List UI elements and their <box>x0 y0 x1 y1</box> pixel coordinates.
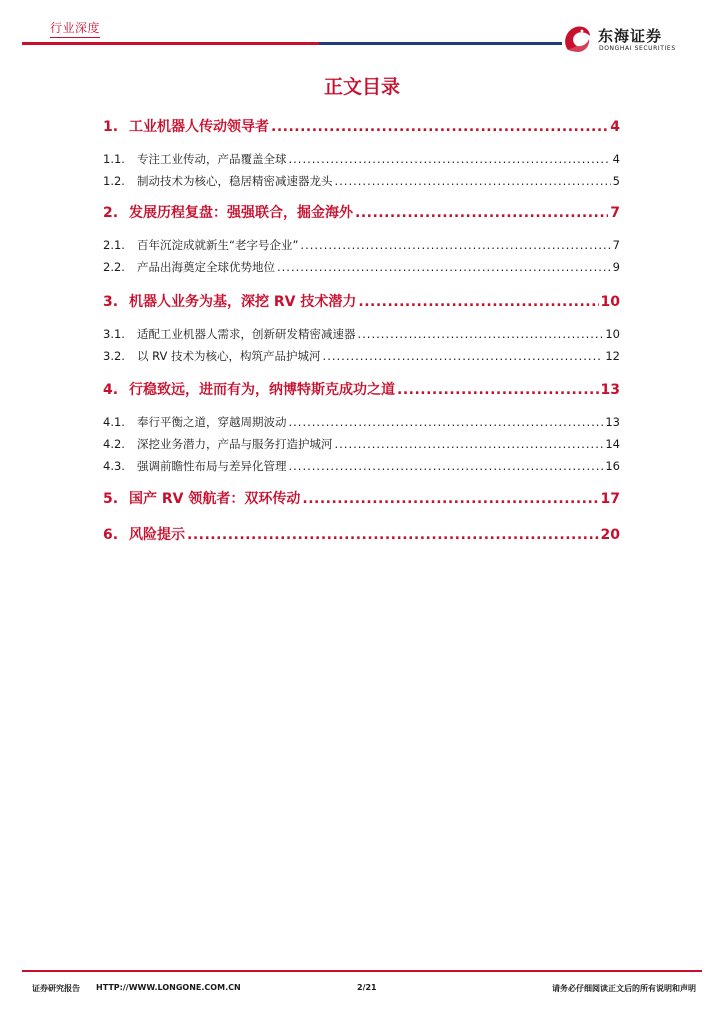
toc-entry-1-2[interactable] <box>103 173 620 189</box>
company-logo <box>560 22 700 54</box>
toc-entry-page: 7 <box>612 238 620 252</box>
toc-dot-leader <box>289 459 604 473</box>
toc-dot-leader <box>358 327 604 341</box>
toc-entry-page: 9 <box>612 260 620 274</box>
toc-entry-title: 产品出海奠定全球优势地位 <box>137 260 275 274</box>
toc-entry-3[interactable] <box>103 291 620 311</box>
logo-en-text: DONGHAI SECURITIES <box>599 45 676 52</box>
toc-entry-page: 14 <box>605 437 620 451</box>
toc-entry-title: 国产 RV 领航者：双环传动 <box>129 491 301 507</box>
toc-entry-page: 12 <box>605 349 620 363</box>
toc-entry-number: 5. <box>103 491 119 507</box>
toc-entry-5[interactable] <box>103 488 620 508</box>
toc-dot-leader <box>187 527 599 543</box>
toc-entry-title: 适配工业机器人需求，创新研发精密减速器 <box>137 327 356 341</box>
toc-entry-number: 4.1. <box>103 415 125 429</box>
toc-entry-number: 1.2. <box>103 174 125 188</box>
toc-entry-title: 以 RV 技术为核心，构筑产品护城河 <box>137 349 321 363</box>
toc-entry-title: 奉行平衡之道，穿越周期波动 <box>137 415 287 429</box>
toc-entry-page: 16 <box>605 459 620 473</box>
toc-entry-page: 7 <box>610 205 620 221</box>
toc-title: 正文目录 <box>323 76 400 98</box>
toc-entry-number: 1.1. <box>103 152 125 166</box>
toc-dot-leader <box>323 349 604 363</box>
toc-entry-number: 2. <box>103 205 119 221</box>
toc-entry-number: 3.1. <box>103 327 125 341</box>
toc-entry-title: 深挖业务潜力，产品与服务打造护城河 <box>137 437 333 451</box>
toc-dot-leader <box>300 238 610 252</box>
footer-page-number: 2/21 <box>357 983 377 992</box>
toc-entry-number: 6. <box>103 527 119 543</box>
toc-dot-leader <box>277 260 611 274</box>
toc-entry-title: 百年沉淀成就新生“老字号企业” <box>137 238 299 252</box>
section-label: 行业深度 <box>50 19 100 38</box>
toc-entry-1[interactable] <box>103 116 620 136</box>
toc-entry-2[interactable] <box>103 202 620 222</box>
toc-entry-2-1[interactable] <box>103 237 620 253</box>
toc-entry-number: 3. <box>103 294 119 310</box>
toc-entry-title: 强调前瞻性布局与差异化管理 <box>137 459 287 473</box>
toc-entry-number: 1. <box>103 119 119 135</box>
toc-entry-page: 5 <box>612 174 620 188</box>
toc-entry-number: 2.2. <box>103 260 125 274</box>
toc-entry-number: 3.2. <box>103 349 125 363</box>
toc-entry-title: 制动技术为核心，稳居精密减速器龙头 <box>137 174 333 188</box>
toc-entry-1-1[interactable] <box>103 151 620 167</box>
toc-dot-leader <box>355 205 608 221</box>
toc-dot-leader <box>271 119 608 135</box>
toc-dot-leader <box>358 294 598 310</box>
toc-entry-title: 专注工业传动，产品覆盖全球 <box>137 152 287 166</box>
toc-entry-title: 发展历程复盘：强强联合，掘金海外 <box>129 205 353 221</box>
toc-entry-page: 4 <box>612 152 620 166</box>
toc-entry-number: 4.3. <box>103 459 125 473</box>
toc-entry-number: 4.2. <box>103 437 125 451</box>
toc-dot-leader <box>289 415 604 429</box>
header-rule <box>22 42 562 45</box>
logo-cn-text: 东海证券 <box>598 27 663 45</box>
toc-entry-page: 17 <box>600 491 620 507</box>
toc-dot-leader <box>335 174 611 188</box>
toc-entry-page: 10 <box>600 294 620 310</box>
toc-entry-4[interactable] <box>103 379 620 399</box>
footer-rule <box>22 970 702 972</box>
dragon-logo-icon <box>560 22 594 56</box>
toc-entry-title: 工业机器人传动领导者 <box>129 119 269 135</box>
toc-entry-page: 4 <box>610 119 620 135</box>
toc-entry-4-2[interactable] <box>103 436 620 452</box>
toc-entry-title: 机器人业务为基，深挖 RV 技术潜力 <box>129 294 357 310</box>
toc-entry-page: 13 <box>605 415 620 429</box>
toc-entry-number: 4. <box>103 382 119 398</box>
toc-dot-leader <box>289 152 611 166</box>
toc-entry-number: 2.1. <box>103 238 125 252</box>
toc-entry-4-1[interactable] <box>103 414 620 430</box>
toc-dot-leader <box>397 382 599 398</box>
toc-entry-3-1[interactable] <box>103 326 620 342</box>
footer-disclaimer: 请务必仔细阅读正文后的所有说明和声明 <box>552 984 696 993</box>
toc-dot-leader <box>335 437 604 451</box>
toc-entry-page: 20 <box>600 527 620 543</box>
toc-entry-3-2[interactable] <box>103 348 620 364</box>
footer-website-link[interactable]: HTTP://WWW.LONGONE.COM.CN <box>96 983 241 992</box>
toc-entry-6[interactable] <box>103 524 620 544</box>
toc-entry-title: 风险提示 <box>129 527 185 543</box>
toc-entry-title: 行稳致远，进而有为，纳博特斯克成功之道 <box>129 382 395 398</box>
toc-entry-page: 13 <box>600 382 620 398</box>
toc-dot-leader <box>302 491 598 507</box>
toc-entry-4-3[interactable] <box>103 458 620 474</box>
footer-report-type: 证券研究报告 <box>32 984 80 993</box>
toc-entry-2-2[interactable] <box>103 259 620 275</box>
toc-entry-page: 10 <box>605 327 620 341</box>
